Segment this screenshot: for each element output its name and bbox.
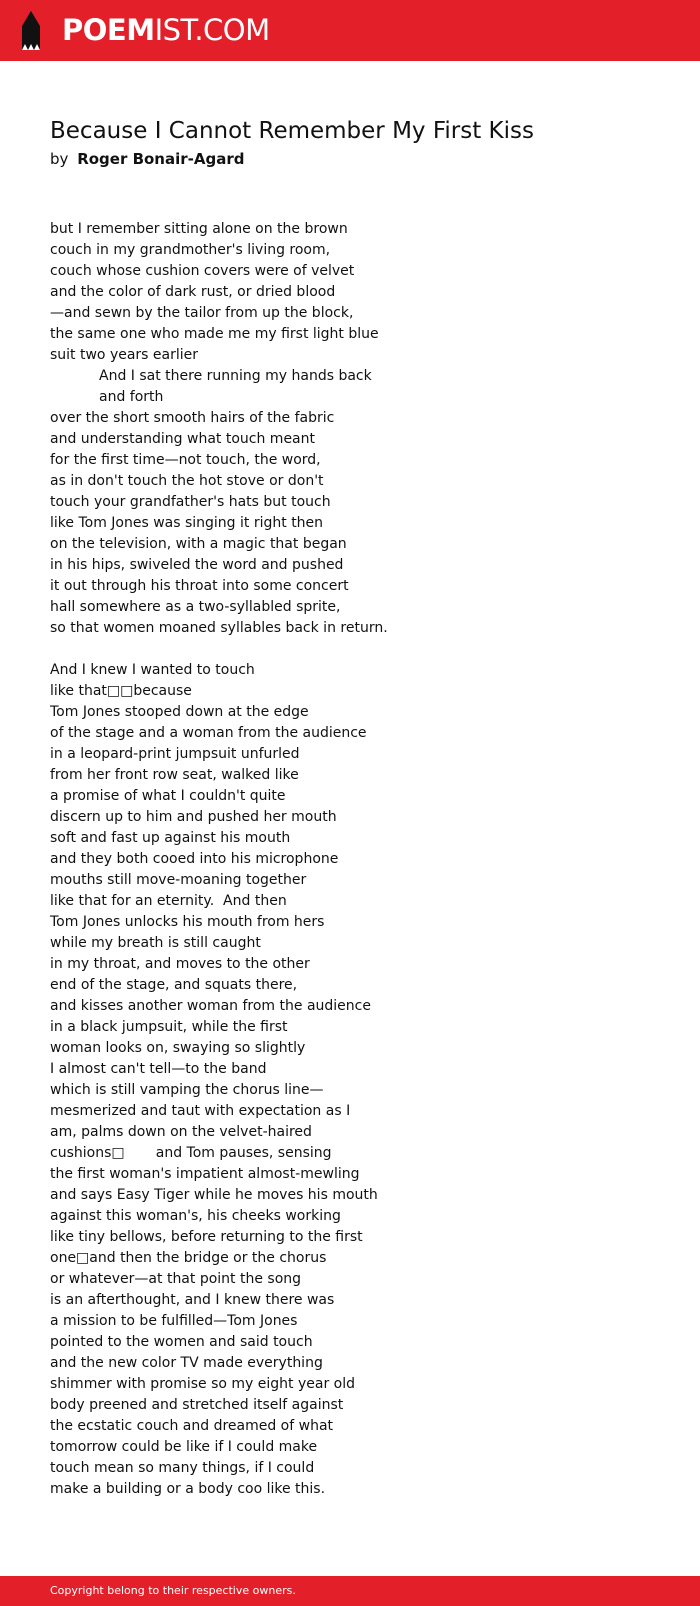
logo-light-text: IST.COM xyxy=(154,13,270,47)
logo-bold-text: POEM xyxy=(62,13,155,47)
poem-title: Because I Cannot Remember My First Kiss xyxy=(50,118,534,144)
poem-line: like that□□because xyxy=(50,683,192,699)
poem-line: mouths still move-moaning together xyxy=(50,872,307,888)
poem-line: in a leopard-print jumpsuit unfurled xyxy=(50,746,300,762)
poem-line: and kisses another woman from the audience xyxy=(50,998,371,1014)
poem-line: of the stage and a woman from the audience xyxy=(50,725,367,741)
poem-line: hall somewhere as a two-syllabled sprite, xyxy=(50,599,341,615)
poem-line: the same one who made me my first light blue xyxy=(50,326,379,342)
poem-line: shimmer with promise so my eight year old xyxy=(50,1376,355,1392)
poem-line: cushions□ and Tom pauses, sensing xyxy=(50,1145,332,1161)
by-label: by xyxy=(50,150,69,168)
poem-line: Tom Jones stooped down at the edge xyxy=(50,704,309,720)
poem-line: in my throat, and moves to the other xyxy=(50,956,310,972)
poem-line: in a black jumpsuit, while the first xyxy=(50,1019,288,1035)
byline xyxy=(50,149,244,169)
poem-line: couch in my grandmother's living room, xyxy=(50,242,331,258)
poem-line: touch mean so many things, if I could xyxy=(50,1460,315,1476)
poem-line: from her front row seat, walked like xyxy=(50,767,299,783)
poem-line: so that women moaned syllables back in return. xyxy=(50,620,388,636)
poem-line: or whatever—at that point the song xyxy=(50,1271,302,1287)
poem-line: one□and then the bridge or the chorus xyxy=(50,1250,327,1266)
pencil-icon[interactable] xyxy=(18,10,44,51)
poem-line: end of the stage, and squats there, xyxy=(50,977,298,993)
poem-line: the ecstatic couch and dreamed of what xyxy=(50,1418,334,1434)
poem-line xyxy=(50,639,670,660)
poem-line: but I remember sitting alone on the brown xyxy=(50,221,348,237)
poem-line: —and sewn by the tailor from up the block, xyxy=(50,305,354,321)
poem-line: And I knew I wanted to touch xyxy=(50,662,255,678)
site-logo-link[interactable] xyxy=(62,11,270,49)
copyright-text: Copyright belong to their respective owners. xyxy=(50,1584,296,1597)
poem-line: like that for an eternity. And then xyxy=(50,893,287,909)
poem-body xyxy=(50,219,670,1500)
poem-line: tomorrow could be like if I could make xyxy=(50,1439,318,1455)
poem-line: make a building or a body coo like this. xyxy=(50,1481,326,1497)
poem-line: in his hips, swiveled the word and pushed xyxy=(50,557,344,573)
poem-line: pointed to the women and said touch xyxy=(50,1334,313,1350)
poem-line: against this woman's, his cheeks working xyxy=(50,1208,341,1224)
poem-line: and forth xyxy=(99,389,164,405)
poem-line: it out through his throat into some concert xyxy=(50,578,349,594)
poem-line: for the first time—not touch, the word, xyxy=(50,452,321,468)
site-footer xyxy=(0,1576,700,1606)
poem-line: I almost can't tell—to the band xyxy=(50,1061,267,1077)
poem-line: discern up to him and pushed her mouth xyxy=(50,809,337,825)
site-header xyxy=(0,0,700,61)
poem-line: body preened and stretched itself against xyxy=(50,1397,344,1413)
poem-line: woman looks on, swaying so slightly xyxy=(50,1040,306,1056)
poem-line: is an afterthought, and I knew there was xyxy=(50,1292,335,1308)
poem-line: touch your grandfather's hats but touch xyxy=(50,494,331,510)
poem-line: Tom Jones unlocks his mouth from hers xyxy=(50,914,325,930)
poem-line: which is still vamping the chorus line— xyxy=(50,1082,324,1098)
poem-line: like tiny bellows, before returning to the first xyxy=(50,1229,363,1245)
poem-line: And I sat there running my hands back xyxy=(99,368,372,384)
poem-line: a mission to be fulfilled—Tom Jones xyxy=(50,1313,298,1329)
poem-line: and the new color TV made everything xyxy=(50,1355,323,1371)
poem-line: the first woman's impatient almost-mewling xyxy=(50,1166,360,1182)
poem-line: a promise of what I couldn't quite xyxy=(50,788,286,804)
poem-line: soft and fast up against his mouth xyxy=(50,830,291,846)
poem-line: am, palms down on the velvet-haired xyxy=(50,1124,312,1140)
poem-line: on the television, with a magic that began xyxy=(50,536,347,552)
poem-line: couch whose cushion covers were of velvet xyxy=(50,263,355,279)
author-link[interactable]: Roger Bonair-Agard xyxy=(77,150,245,168)
poem-line: mesmerized and taut with expectation as I xyxy=(50,1103,351,1119)
poem-line: and understanding what touch meant xyxy=(50,431,315,447)
poem-line: while my breath is still caught xyxy=(50,935,261,951)
poem-line: like Tom Jones was singing it right then xyxy=(50,515,324,531)
poem-line: over the short smooth hairs of the fabric xyxy=(50,410,335,426)
poem-line: and says Easy Tiger while he moves his mouth xyxy=(50,1187,378,1203)
poem-line: suit two years earlier xyxy=(50,347,199,363)
poem-line: as in don't touch the hot stove or don't xyxy=(50,473,324,489)
poem-line: and the color of dark rust, or dried blood xyxy=(50,284,336,300)
poem-line: and they both cooed into his microphone xyxy=(50,851,339,867)
